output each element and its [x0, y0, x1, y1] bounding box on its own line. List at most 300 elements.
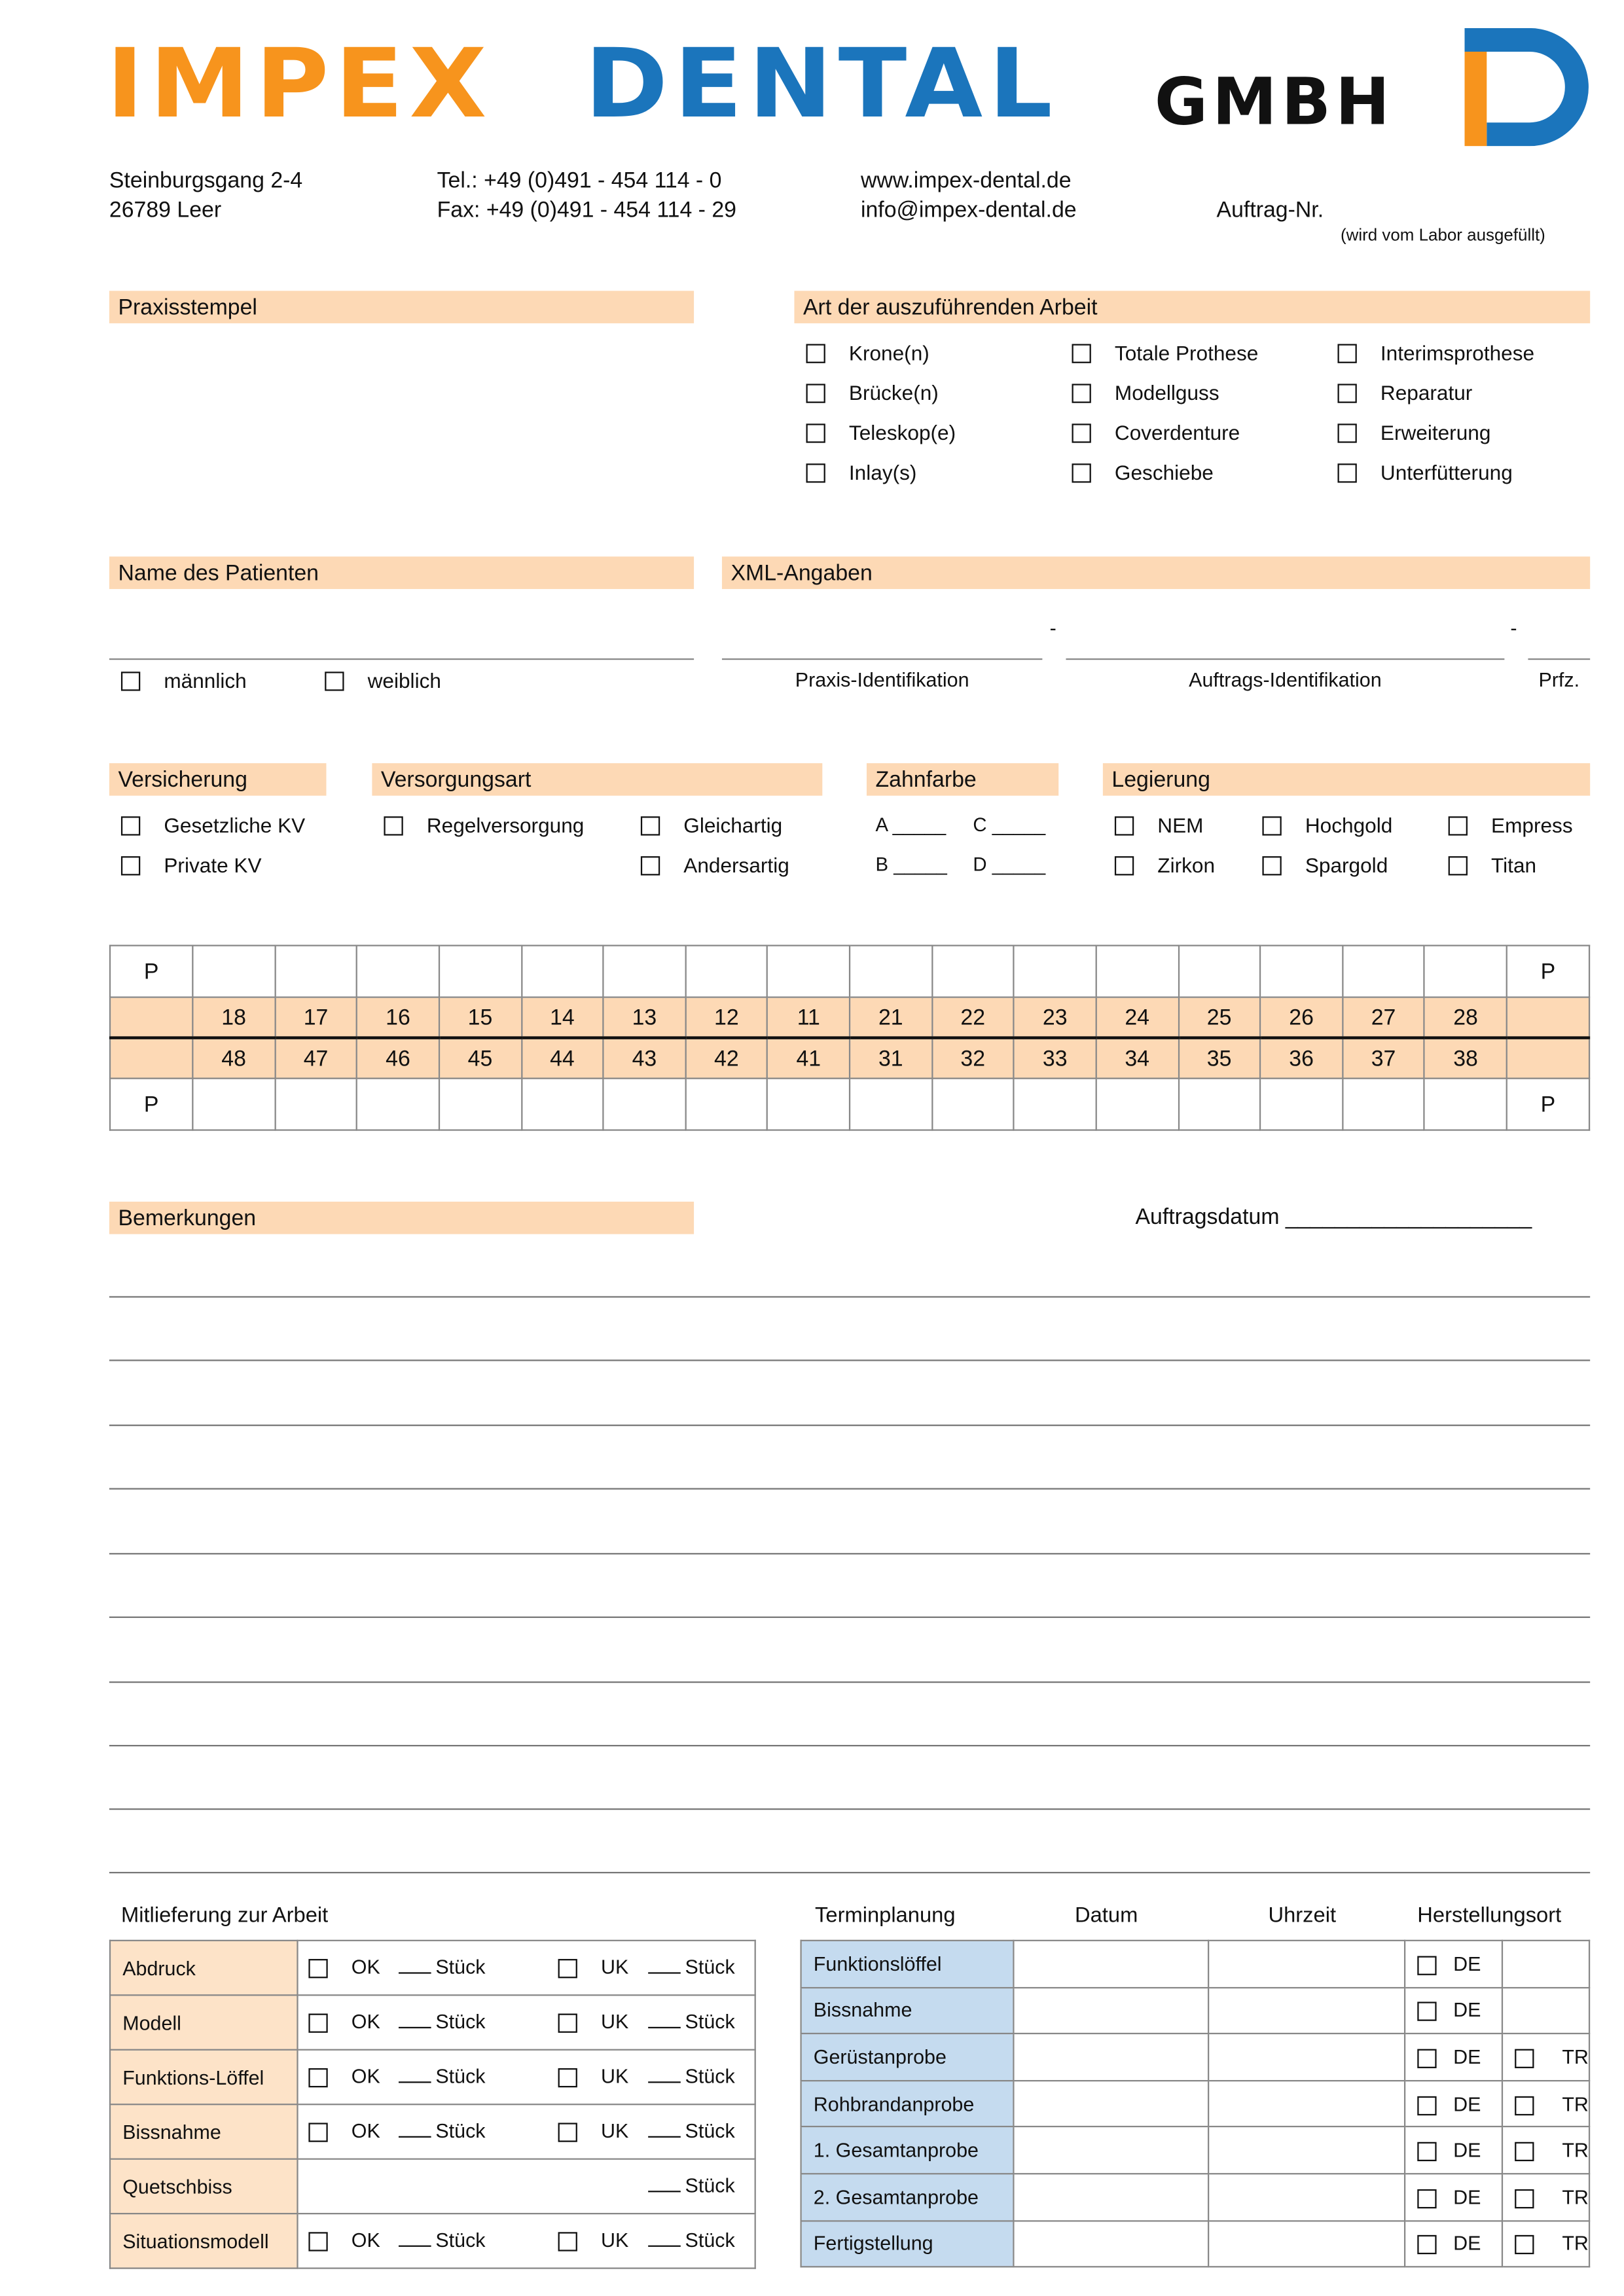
tooth-mark-cell[interactable] [685, 946, 767, 997]
termin-label: Rohbrandanprobe [801, 2081, 1013, 2127]
city: 26789 Leer [109, 198, 222, 223]
tr-label: TR [1562, 2139, 1589, 2162]
tooth-mark-cell[interactable] [1178, 1079, 1260, 1130]
address [109, 167, 302, 226]
tooth-mark-cell[interactable] [932, 1079, 1014, 1130]
stueck-label: Stück [685, 2010, 735, 2033]
tr-label: TR [1562, 2185, 1589, 2208]
checkbox-private-kv[interactable] [121, 853, 262, 877]
tooth-number: 38 [1424, 1038, 1506, 1079]
auftragsdatum-field[interactable]: Auftragsdatum ____________________ [1135, 1204, 1532, 1230]
tooth-mark-cell[interactable] [1424, 946, 1506, 997]
termin-row [801, 2127, 1589, 2174]
tooth-row [110, 1079, 1589, 1130]
checkbox-legierung-option[interactable] [1449, 853, 1536, 877]
de-label: DE [1453, 1999, 1481, 2022]
checkbox-icon[interactable] [1072, 344, 1091, 363]
auftrags-id-label: Auftrags-Identifikation [1189, 668, 1382, 691]
checkbox-legierung-option[interactable] [1115, 814, 1204, 837]
mitlieferung-values [297, 2214, 755, 2268]
checkbox-uk[interactable] [558, 2065, 577, 2087]
checkbox-arbeit-option[interactable] [1337, 341, 1534, 365]
mitlieferung-label: Funktions-Löffel [110, 2050, 297, 2104]
tooth-mark-cell[interactable] [275, 946, 357, 997]
checkbox-icon[interactable] [384, 816, 403, 835]
tooth-number: 31 [850, 1038, 931, 1079]
mitlieferung-values [297, 1995, 755, 2049]
checkbox-icon[interactable] [1417, 2002, 1436, 2021]
herstellungsort-de[interactable] [1405, 2081, 1502, 2127]
termin-row [801, 2220, 1589, 2267]
checkbox-icon[interactable] [1417, 2142, 1436, 2161]
tooth-number: 42 [685, 1038, 767, 1079]
checkbox-legierung-option[interactable] [1262, 814, 1392, 837]
stueck-ok-field[interactable] [399, 2229, 486, 2251]
tooth-p-cell[interactable]: P [1507, 946, 1589, 997]
checkbox-ok[interactable] [308, 2065, 327, 2087]
tooth-mark-cell[interactable] [604, 946, 685, 997]
termin-label: 2. Gesamtanprobe [801, 2174, 1013, 2220]
checkbox-icon[interactable] [1449, 856, 1468, 875]
herstellungsort-de[interactable] [1405, 1987, 1502, 2034]
tooth-number: 26 [1260, 997, 1342, 1038]
option-label: Interimsprothese [1380, 341, 1535, 365]
stueck-uk-field[interactable] [648, 2229, 735, 2251]
section-versicherung: Versicherung [109, 763, 327, 796]
termin-uhrzeit-cell[interactable] [1209, 2220, 1405, 2267]
checkbox-icon[interactable] [1072, 463, 1091, 482]
herstellungsort-de[interactable] [1405, 2174, 1502, 2220]
checkbox-uk[interactable] [558, 2120, 577, 2142]
checkbox-icon[interactable] [558, 2232, 577, 2251]
remark-line[interactable] [109, 1296, 1590, 1297]
checkbox-ok[interactable] [308, 2120, 327, 2142]
tooth-mark-cell[interactable] [1424, 1079, 1506, 1130]
remark-line[interactable] [109, 1745, 1590, 1746]
option-label: Coverdenture [1114, 420, 1240, 444]
patient-name-field[interactable] [109, 658, 694, 660]
herstellungsort-de[interactable] [1405, 2034, 1502, 2080]
tooth-number: 16 [357, 997, 439, 1038]
stueck-uk-field[interactable] [648, 2120, 735, 2142]
mitlieferung-values [297, 2104, 755, 2159]
remark-line[interactable] [109, 1425, 1590, 1426]
de-label: DE [1453, 2185, 1481, 2208]
option-label: Spargold [1305, 853, 1388, 877]
checkbox-gleichartig[interactable] [641, 814, 782, 837]
ok-label: OK [351, 2065, 380, 2088]
checkbox-icon[interactable] [1515, 2049, 1534, 2068]
section-versorgungsart: Versorgungsart [372, 763, 822, 796]
logo-impex: IMPEX [106, 29, 493, 141]
checkbox-icon[interactable] [1417, 2096, 1436, 2115]
termin-datum-cell[interactable] [1013, 1941, 1209, 1987]
option-label: Geschiebe [1114, 460, 1214, 484]
mitlieferung-label: Modell [110, 1995, 297, 2049]
checkbox-icon[interactable] [1115, 856, 1134, 875]
checkbox-arbeit-option[interactable] [806, 381, 939, 404]
checkbox-icon[interactable] [121, 856, 140, 875]
checkbox-icon[interactable] [1417, 2235, 1436, 2254]
checkbox-icon[interactable] [1449, 816, 1468, 835]
checkbox-icon[interactable] [1072, 384, 1091, 403]
tooth-number: 33 [1014, 1038, 1096, 1079]
termin-uhrzeit-cell[interactable] [1209, 1941, 1405, 1987]
tooth-p-cell[interactable]: P [110, 946, 192, 997]
checkbox-uk[interactable] [558, 2011, 577, 2033]
praxis-id-label: Praxis-Identifikation [795, 668, 969, 691]
tooth-p-cell [1507, 997, 1589, 1038]
termin-header-terminplanung: Terminplanung [815, 1904, 956, 1928]
checkbox-icon[interactable] [1337, 344, 1356, 363]
checkbox-icon[interactable] [121, 816, 140, 835]
stueck-ok-field[interactable] [399, 1956, 486, 1979]
termin-row [801, 2034, 1589, 2080]
uk-label: UK [600, 2065, 629, 2088]
option-label: Gleichartig [683, 813, 783, 837]
option-label: Reparatur [1380, 380, 1473, 405]
herstellungsort-tr[interactable] [1503, 2081, 1590, 2127]
herstellungsort-tr[interactable] [1503, 2220, 1590, 2267]
uk-label: UK [600, 2010, 629, 2033]
herstellungsort-de[interactable] [1405, 2127, 1502, 2174]
zahnfarbe-field[interactable]: C _____ [973, 813, 1046, 836]
tooth-chart [109, 945, 1590, 1131]
checkbox-icon[interactable] [1262, 816, 1281, 835]
zahnfarbe-field[interactable]: A _____ [875, 813, 947, 836]
tooth-mark-cell[interactable] [1096, 946, 1178, 997]
option-label: Brücke(n) [848, 380, 939, 405]
stueck-ok-field[interactable] [399, 2120, 486, 2142]
tooth-number: 12 [685, 997, 767, 1038]
checkbox-icon[interactable] [1417, 1956, 1436, 1975]
section-xml: XML-Angaben [722, 556, 1590, 589]
checkbox-icon[interactable] [1515, 2096, 1534, 2115]
termin-uhrzeit-cell[interactable] [1209, 1987, 1405, 2034]
tooth-mark-cell[interactable] [1260, 946, 1342, 997]
remark-line[interactable] [109, 1553, 1590, 1554]
tooth-p-cell[interactable]: P [1507, 1079, 1589, 1130]
checkbox-icon[interactable] [558, 2123, 577, 2142]
uk-label: UK [600, 1956, 629, 1979]
remark-line[interactable] [109, 1872, 1590, 1873]
checkbox-uk[interactable] [558, 2229, 577, 2251]
checkbox-ok[interactable] [308, 2011, 327, 2033]
checkbox-uk[interactable] [558, 1956, 577, 1979]
praxis-stamp-area[interactable] [109, 328, 694, 505]
terminplanung-table [800, 1940, 1590, 2268]
tooth-number: 24 [1096, 997, 1178, 1038]
checkbox-icon[interactable] [1115, 816, 1134, 835]
stueck-label: Stück [435, 1956, 486, 1979]
checkbox-arbeit-option[interactable] [1072, 341, 1258, 365]
street: Steinburgsgang 2-4 [109, 168, 303, 194]
stueck-field[interactable] [648, 2174, 735, 2197]
tooth-mark-cell[interactable] [357, 1079, 439, 1130]
stueck-label: Stück [685, 2174, 735, 2197]
tooth-number: 17 [275, 997, 357, 1038]
option-label: Totale Prothese [1114, 341, 1259, 365]
de-label: DE [1453, 2092, 1481, 2115]
checkbox-gesetzliche-kv[interactable] [121, 814, 305, 837]
checkbox-icon[interactable] [308, 1959, 327, 1978]
mitlieferung-values [297, 2050, 755, 2104]
checkbox-regelversorgung[interactable] [384, 814, 584, 837]
stueck-label: Stück [435, 2119, 486, 2142]
uk-label: UK [600, 2119, 629, 2142]
tooth-number: 25 [1178, 997, 1260, 1038]
tooth-p-cell [1507, 1038, 1589, 1079]
termin-label: Bissnahme [801, 1987, 1013, 2034]
checkbox-arbeit-option[interactable] [806, 341, 929, 365]
mitlieferung-row [110, 1995, 755, 2049]
herstellungsort-tr[interactable] [1503, 2127, 1590, 2174]
stueck-ok-field[interactable] [399, 2011, 486, 2033]
tooth-mark-cell[interactable] [521, 1079, 603, 1130]
tooth-number: 23 [1014, 997, 1096, 1038]
termin-datum-cell[interactable] [1013, 2127, 1209, 2174]
termin-uhrzeit-cell[interactable] [1209, 2174, 1405, 2220]
checkbox-icon[interactable] [1337, 423, 1356, 442]
option-label: weiblich [367, 668, 441, 692]
tooth-mark-cell[interactable] [521, 946, 603, 997]
checkbox-arbeit-option[interactable] [1072, 461, 1213, 484]
tooth-number: 11 [768, 997, 850, 1038]
option-label: Erweiterung [1380, 420, 1491, 444]
remark-line[interactable] [109, 1359, 1590, 1361]
ok-label: OK [351, 2010, 380, 2033]
tooth-number: 28 [1424, 997, 1506, 1038]
tooth-mark-cell[interactable] [1343, 1079, 1424, 1130]
mitlieferung-values [297, 1941, 755, 1995]
mitlieferung-label: Quetschbiss [110, 2159, 297, 2214]
stueck-uk-field[interactable] [648, 2065, 735, 2087]
stueck-ok-field[interactable] [399, 2065, 486, 2087]
checkbox-arbeit-option[interactable] [1337, 381, 1472, 404]
checkbox-icon[interactable] [1337, 463, 1356, 482]
checkbox-icon[interactable] [1515, 2189, 1534, 2208]
remark-line[interactable] [109, 1488, 1590, 1490]
mitlieferung-row [110, 2104, 755, 2159]
stueck-label: Stück [435, 2010, 486, 2033]
tooth-mark-cell[interactable] [439, 946, 521, 997]
termin-row [801, 2081, 1589, 2127]
termin-header-herstellungsort: Herstellungsort [1417, 1904, 1562, 1928]
tooth-row [110, 946, 1589, 997]
mitlieferung-title: Mitlieferung zur Arbeit [120, 1904, 329, 1928]
checkbox-icon[interactable] [1417, 2189, 1436, 2208]
checkbox-arbeit-option[interactable] [1072, 381, 1219, 404]
ok-label: OK [351, 2119, 380, 2142]
tooth-mark-cell[interactable] [1260, 1079, 1342, 1130]
ok-label: OK [351, 1956, 380, 1979]
termin-datum-cell[interactable] [1013, 2081, 1209, 2127]
herstellungsort-tr [1503, 1941, 1590, 1987]
tooth-mark-cell[interactable] [768, 946, 850, 997]
section-zahnfarbe: Zahnfarbe [867, 763, 1058, 796]
termin-datum-cell[interactable] [1013, 2220, 1209, 2267]
tooth-number: 44 [521, 1038, 603, 1079]
termin-uhrzeit-cell[interactable] [1209, 2081, 1405, 2127]
checkbox-arbeit-option[interactable] [1072, 421, 1240, 444]
tooth-mark-cell[interactable] [604, 1079, 685, 1130]
termin-datum-cell[interactable] [1013, 1987, 1209, 2034]
tooth-mark-cell[interactable] [1014, 946, 1096, 997]
checkbox-maennlich[interactable] [121, 669, 247, 692]
checkbox-arbeit-option[interactable] [1337, 421, 1490, 444]
stueck-label: Stück [685, 2229, 735, 2251]
herstellungsort-de[interactable] [1405, 2220, 1502, 2267]
tooth-mark-cell[interactable] [1343, 946, 1424, 997]
checkbox-arbeit-option[interactable] [806, 421, 956, 444]
termin-label: Fertigstellung [801, 2220, 1013, 2267]
termin-row [801, 1941, 1589, 1987]
tr-label: TR [1562, 2046, 1589, 2068]
checkbox-legierung-option[interactable] [1449, 814, 1573, 837]
tooth-number: 47 [275, 1038, 357, 1079]
uk-label: UK [600, 2229, 629, 2251]
section-praxisstempel: Praxisstempel [109, 291, 694, 323]
option-label: Gesetzliche KV [164, 813, 306, 837]
tooth-number: 18 [192, 997, 274, 1038]
termin-uhrzeit-cell[interactable] [1209, 2034, 1405, 2080]
termin-row [801, 2174, 1589, 2220]
tooth-mark-cell[interactable] [192, 946, 274, 997]
checkbox-icon[interactable] [308, 2013, 327, 2032]
checkbox-icon[interactable] [121, 672, 140, 691]
checkbox-icon[interactable] [806, 423, 825, 442]
option-label: Krone(n) [848, 341, 929, 365]
auftrags-id-field[interactable] [1066, 658, 1504, 660]
checkbox-andersartig[interactable] [641, 853, 789, 877]
tooth-mark-cell[interactable] [439, 1079, 521, 1130]
option-label: Andersartig [683, 853, 789, 877]
checkbox-arbeit-option[interactable] [1337, 461, 1512, 484]
tooth-row [110, 997, 1589, 1038]
checkbox-icon[interactable] [308, 2232, 327, 2251]
logo-dental: DENTAL [585, 29, 1058, 141]
option-label: Unterfütterung [1380, 460, 1513, 484]
option-label: Private KV [164, 853, 262, 877]
section-bemerkungen: Bemerkungen [109, 1202, 694, 1234]
tooth-number: 37 [1343, 1038, 1424, 1079]
checkbox-legierung-option[interactable] [1262, 853, 1388, 877]
checkbox-icon[interactable] [558, 2013, 577, 2032]
checkbox-icon[interactable] [558, 1959, 577, 1978]
stueck-label: Stück [435, 2065, 486, 2088]
remark-line[interactable] [109, 1681, 1590, 1683]
prfz-field[interactable] [1528, 658, 1590, 660]
checkbox-ok[interactable] [308, 2229, 327, 2251]
stueck-uk-field[interactable] [648, 2011, 735, 2033]
tooth-mark-cell[interactable] [1178, 946, 1260, 997]
separator: - [1049, 617, 1056, 639]
praxis-id-field[interactable] [722, 658, 1042, 660]
termin-label: 1. Gesamtanprobe [801, 2127, 1013, 2174]
website-link[interactable]: www.impex-dental.de [860, 168, 1072, 194]
checkbox-icon[interactable] [1417, 2049, 1436, 2068]
tooth-mark-cell[interactable] [275, 1079, 357, 1130]
checkbox-icon[interactable] [1515, 2142, 1534, 2161]
tooth-mark-cell[interactable] [932, 946, 1014, 997]
tooth-mark-cell[interactable] [1014, 1079, 1096, 1130]
tooth-number: 15 [439, 997, 521, 1038]
zahnfarbe-field[interactable]: B _____ [875, 853, 947, 876]
tooth-number: 45 [439, 1038, 521, 1079]
stueck-uk-field[interactable] [648, 1956, 735, 1979]
checkbox-ok[interactable] [308, 1956, 327, 1979]
checkbox-icon[interactable] [558, 2068, 577, 2087]
checkbox-icon[interactable] [1262, 856, 1281, 875]
herstellungsort-tr[interactable] [1503, 2034, 1590, 2080]
de-label: DE [1453, 1952, 1481, 1975]
tooth-number: 14 [521, 997, 603, 1038]
checkbox-icon[interactable] [1515, 2235, 1534, 2254]
checkbox-icon[interactable] [1072, 423, 1091, 442]
tooth-row [110, 1038, 1589, 1079]
remark-line[interactable] [109, 1617, 1590, 1618]
tr-label: TR [1562, 2092, 1589, 2115]
checkbox-arbeit-option[interactable] [806, 461, 917, 484]
prfz-label: Prfz. [1538, 668, 1580, 691]
tooth-mark-cell[interactable] [685, 1079, 767, 1130]
phone: Tel.: +49 (0)491 - 454 114 - 0 [437, 168, 722, 194]
termin-header-uhrzeit: Uhrzeit [1268, 1904, 1337, 1928]
checkbox-legierung-option[interactable] [1115, 853, 1215, 877]
tooth-mark-cell[interactable] [1096, 1079, 1178, 1130]
tr-label: TR [1562, 2233, 1589, 2255]
tooth-mark-cell[interactable] [850, 946, 931, 997]
mitlieferung-row [110, 2050, 755, 2104]
remark-line[interactable] [109, 1808, 1590, 1810]
checkbox-weiblich[interactable] [325, 669, 441, 692]
termin-label: Gerüstanprobe [801, 2034, 1013, 2080]
tooth-mark-cell[interactable] [357, 946, 439, 997]
checkbox-icon[interactable] [325, 672, 344, 691]
mitlieferung-row [110, 2159, 755, 2214]
termin-datum-cell[interactable] [1013, 2174, 1209, 2220]
tooth-mark-cell[interactable] [768, 1079, 850, 1130]
option-label: männlich [164, 668, 247, 692]
checkbox-icon[interactable] [1337, 384, 1356, 403]
email-link[interactable]: info@impex-dental.de [860, 198, 1077, 223]
order-number-label: Auftrag-Nr. [1216, 198, 1324, 223]
zahnfarbe-field[interactable]: D _____ [973, 853, 1046, 876]
section-patient: Name des Patienten [109, 556, 694, 589]
option-label: Regelversorgung [426, 813, 585, 837]
herstellungsort-de[interactable] [1405, 1941, 1502, 1987]
tooth-mark-cell[interactable] [850, 1079, 931, 1130]
termin-uhrzeit-cell[interactable] [1209, 2127, 1405, 2174]
phone-block [437, 167, 736, 226]
checkbox-icon[interactable] [641, 856, 660, 875]
tooth-number: 27 [1343, 997, 1424, 1038]
checkbox-icon[interactable] [806, 384, 825, 403]
web-block [861, 167, 1077, 226]
checkbox-icon[interactable] [641, 816, 660, 835]
section-art-der-arbeit: Art der auszuführenden Arbeit [794, 291, 1590, 323]
herstellungsort-tr[interactable] [1503, 2174, 1590, 2220]
checkbox-icon[interactable] [806, 463, 825, 482]
tooth-number: 35 [1178, 1038, 1260, 1079]
stueck-label: Stück [685, 2065, 735, 2088]
tooth-mark-cell[interactable] [192, 1079, 274, 1130]
checkbox-icon[interactable] [308, 2123, 327, 2142]
checkbox-icon[interactable] [806, 344, 825, 363]
termin-datum-cell[interactable] [1013, 2034, 1209, 2080]
checkbox-icon[interactable] [308, 2068, 327, 2087]
tooth-p-cell[interactable]: P [110, 1079, 192, 1130]
